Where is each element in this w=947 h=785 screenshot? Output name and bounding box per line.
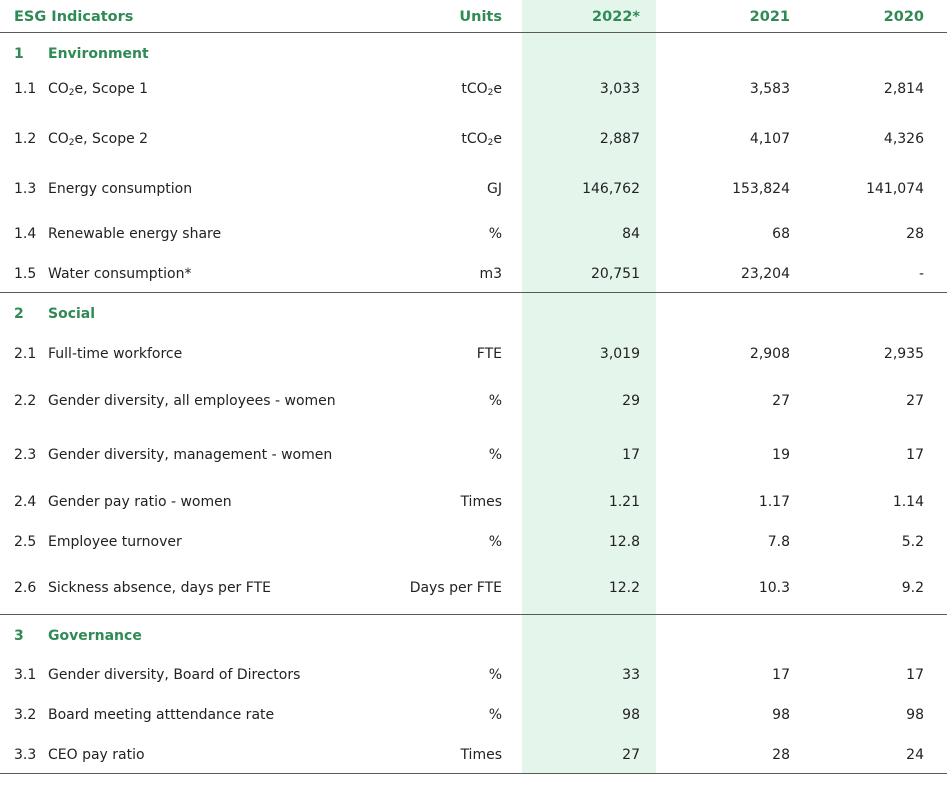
value-2021: 28 (772, 747, 790, 763)
value-2022: 3,033 (599, 81, 640, 97)
row-number: 3.1 (14, 667, 37, 683)
indicator-label: Gender pay ratio - women (48, 494, 232, 510)
indicator-label: CEO pay ratio (48, 747, 145, 763)
units-value: tCO$_2$e (461, 131, 502, 148)
units-value: % (488, 226, 502, 242)
section-number: 1 (14, 46, 24, 62)
row-number: 2.4 (14, 494, 37, 510)
value-2020: 28 (906, 226, 924, 242)
year-2022-column-header: 2022* (592, 9, 640, 25)
value-2022: 1.21 (608, 494, 640, 510)
value-2021: 68 (772, 226, 790, 242)
value-2020: 4,326 (883, 131, 924, 147)
header-divider (0, 32, 947, 33)
indicator-label: Renewable energy share (48, 226, 222, 242)
value-2022: 12.2 (608, 580, 640, 596)
units-value: % (488, 393, 502, 409)
row-number: 1.3 (14, 181, 37, 197)
value-2020: 17 (906, 667, 924, 683)
value-2021: 17 (772, 667, 790, 683)
value-2020: 2,814 (883, 81, 924, 97)
indicator-label: Gender diversity, all employees - women (48, 393, 336, 409)
value-2022: 20,751 (591, 266, 640, 282)
table-title: ESG Indicators (14, 9, 134, 25)
row-number: 1.4 (14, 226, 37, 242)
table-bottom-divider (0, 773, 947, 774)
value-2021: 7.8 (767, 534, 790, 550)
value-2022: 3,019 (599, 346, 640, 362)
indicator-label: Employee turnover (48, 534, 182, 550)
row-number: 3.2 (14, 707, 37, 723)
section-number: 2 (14, 306, 24, 322)
row-number: 2.1 (14, 346, 37, 362)
value-2020: 27 (906, 393, 924, 409)
indicator-label: Board meeting atttendance rate (48, 707, 275, 723)
units-column-header: Units (459, 9, 502, 25)
value-2021: 4,107 (749, 131, 790, 147)
value-2020: 24 (906, 747, 924, 763)
value-2022: 2,887 (599, 131, 640, 147)
section-title: Social (48, 306, 96, 322)
section-divider (0, 292, 947, 293)
row-number: 2.6 (14, 580, 37, 596)
row-number: 2.3 (14, 447, 37, 463)
indicator-label: $CO_2e$, Scope 1 (48, 81, 149, 98)
value-2021: 10.3 (758, 580, 790, 596)
value-2022: 17 (622, 447, 640, 463)
value-2022: 29 (622, 393, 640, 409)
value-2021: 27 (772, 393, 790, 409)
indicator-label: Gender diversity, Board of Directors (48, 667, 301, 683)
value-2020: 2,935 (883, 346, 924, 362)
indicator-label: $CO_2e$, Scope 2 (48, 131, 149, 148)
units-value: % (488, 447, 502, 463)
value-2020: 98 (906, 707, 924, 723)
value-2021: 153,824 (732, 181, 790, 197)
indicator-label: Water consumption* (48, 266, 192, 282)
value-2021: 3,583 (749, 81, 790, 97)
indicator-label: Gender diversity, management - women (48, 447, 333, 463)
value-2022: 84 (622, 226, 640, 242)
value-2020: 9.2 (901, 580, 924, 596)
section-divider (0, 614, 947, 615)
indicator-label: Energy consumption (48, 181, 193, 197)
value-2020: 141,074 (866, 181, 924, 197)
value-2020: 5.2 (901, 534, 924, 550)
value-2022: 27 (622, 747, 640, 763)
year-2020-column-header: 2020 (883, 9, 924, 25)
value-2022: 33 (622, 667, 640, 683)
row-number: 1.5 (14, 266, 37, 282)
units-value: Days per FTE (409, 580, 502, 596)
row-number: 1.2 (14, 131, 37, 147)
value-2020: - (918, 266, 924, 282)
row-number: 2.5 (14, 534, 37, 550)
units-value: % (488, 667, 502, 683)
row-number: 2.2 (14, 393, 37, 409)
value-2021: 23,204 (741, 266, 790, 282)
value-2022: 12.8 (608, 534, 640, 550)
year-2022-column-highlight (522, 0, 656, 773)
row-number: 1.1 (14, 81, 37, 97)
units-value: Times (460, 494, 502, 510)
row-number: 3.3 (14, 747, 37, 763)
year-2021-column-header: 2021 (749, 9, 790, 25)
section-number: 3 (14, 628, 24, 644)
units-value: % (488, 707, 502, 723)
units-value: GJ (487, 181, 502, 197)
value-2021: 1.17 (758, 494, 790, 510)
value-2020: 17 (906, 447, 924, 463)
section-title: Governance (48, 628, 142, 644)
value-2022: 146,762 (582, 181, 640, 197)
value-2020: 1.14 (892, 494, 924, 510)
value-2021: 98 (772, 707, 790, 723)
units-value: FTE (476, 346, 502, 362)
value-2021: 2,908 (749, 346, 790, 362)
indicator-label: Full-time workforce (48, 346, 183, 362)
units-value: m3 (479, 266, 502, 282)
units-value: % (488, 534, 502, 550)
section-title: Environment (48, 46, 149, 62)
value-2021: 19 (772, 447, 790, 463)
units-value: tCO$_2$e (461, 81, 502, 98)
indicator-label: Sickness absence, days per FTE (48, 580, 271, 596)
value-2022: 98 (622, 707, 640, 723)
units-value: Times (460, 747, 502, 763)
